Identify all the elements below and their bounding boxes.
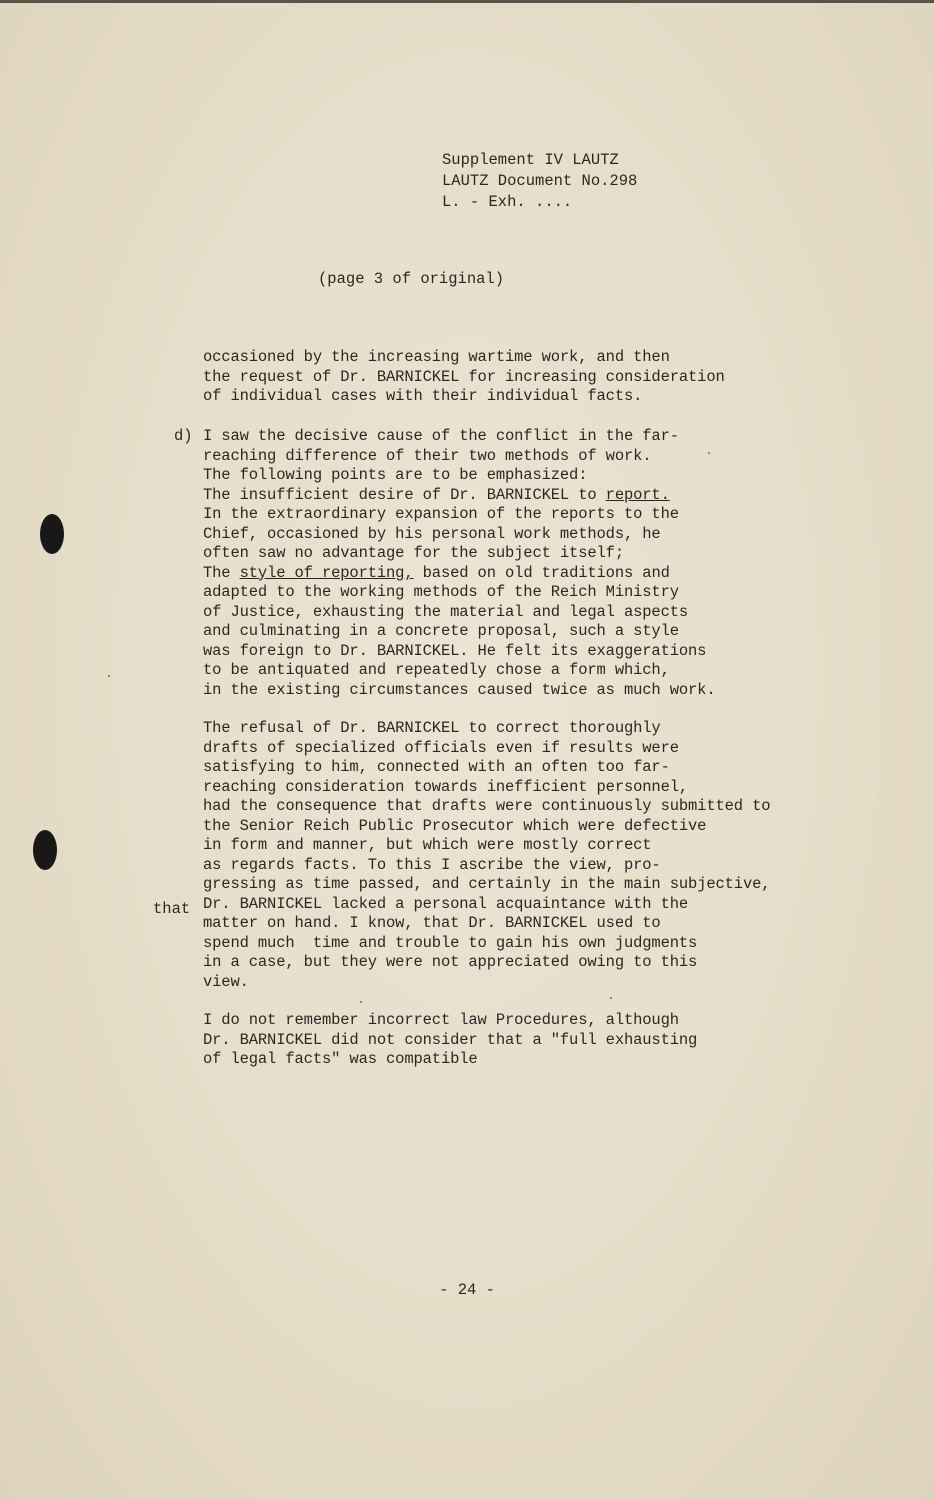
text-line: was foreign to Dr. BARNICKEL. He felt its exaggerations — [203, 641, 707, 660]
paragraph-continuation — [203, 348, 725, 407]
margin-note-that: that — [153, 900, 191, 918]
text-line: The refusal of Dr. BARNICKEL to correct thoroughly — [203, 719, 661, 737]
text-line — [203, 564, 716, 584]
text-line: drafts of specialized officials even if results were — [203, 738, 679, 757]
text-line: spend much time and trouble to gain his own judgments — [203, 933, 698, 952]
paper-speck — [108, 675, 110, 677]
underlined-style-of-reporting: style of reporting, — [239, 563, 414, 582]
text-line: of Justice, exhausting the material and legal aspects — [203, 602, 689, 621]
paragraph-procedures — [203, 1011, 697, 1070]
text-line: reaching consideration towards inefficient personnel, — [203, 777, 689, 796]
text-fragment: based on old traditions and — [413, 563, 670, 582]
punch-hole-lower — [33, 830, 57, 870]
document-header — [442, 150, 637, 213]
text-line: in form and manner, but which were mostly correct — [203, 836, 652, 854]
text-line: satisfying to him, connected with an often too far- — [203, 758, 670, 776]
text-line: the Senior Reich Public Prosecutor which were defective — [203, 816, 707, 835]
text-line: in a case, but they were not appreciated owing to this — [203, 953, 698, 971]
text-line: The following points are to be emphasized: — [203, 466, 588, 484]
text-line: I do not remember incorrect law Procedures, although — [203, 1011, 679, 1029]
text-line: occasioned by the increasing wartime work, and then — [203, 348, 670, 366]
text-line: had the consequence that drafts were continuously submitted to — [203, 797, 771, 815]
text-line: gressing as time passed, and certainly in the main subjective, — [203, 875, 771, 893]
text-line: as regards facts. To this I ascribe the view, pro- — [203, 855, 661, 874]
paragraph-refusal — [203, 719, 770, 992]
text-line: in the existing circumstances caused twice as much work. — [203, 680, 716, 699]
paragraph-d — [203, 427, 716, 700]
text-line: Dr. BARNICKEL did not consider that a "full exhausting — [203, 1030, 698, 1049]
text-line: matter on hand. I know, that Dr. BARNICKEL used to — [203, 914, 661, 932]
text-line: Dr. BARNICKEL lacked a personal acquaintance with the — [203, 894, 689, 913]
paper-speck — [360, 1001, 362, 1003]
text-line: reaching difference of their two methods of work. — [203, 446, 652, 465]
text-line: the request of Dr. BARNICKEL for increasing consideration — [203, 367, 725, 386]
text-line: I saw the decisive cause of the conflict in the far- — [203, 427, 679, 445]
text-line: In the extraordinary expansion of the reports to the — [203, 505, 679, 523]
header-exhibit: L. - Exh. .... — [442, 193, 573, 211]
text-line — [203, 486, 716, 506]
paragraph-marker-d: d) — [174, 427, 193, 445]
text-line: Chief, occasioned by his personal work methods, he — [203, 524, 661, 543]
header-document-number: LAUTZ Document No.298 — [442, 172, 638, 190]
text-fragment: The insufficient desire of Dr. BARNICKEL to — [203, 485, 606, 504]
text-line: and culminating in a concrete proposal, such a style — [203, 622, 679, 640]
text-line: to be antiquated and repeatedly chose a form which, — [203, 661, 670, 679]
text-line: adapted to the working methods of the Reich Ministry — [203, 583, 679, 601]
text-line: of legal facts" was compatible — [203, 1050, 478, 1068]
page-top-edge — [0, 0, 934, 3]
paper-speck — [610, 997, 612, 999]
text-line: often saw no advantage for the subject itself; — [203, 544, 624, 562]
page-reference: (page 3 of original) — [318, 270, 505, 288]
header-supplement: Supplement IV LAUTZ — [442, 151, 619, 169]
text-line: view. — [203, 972, 249, 991]
underlined-report: report. — [605, 485, 670, 504]
text-fragment: The — [203, 563, 240, 582]
page-number: - 24 - — [439, 1281, 495, 1299]
punch-hole-upper — [40, 514, 64, 554]
text-line: of individual cases with their individual facts. — [203, 387, 643, 405]
